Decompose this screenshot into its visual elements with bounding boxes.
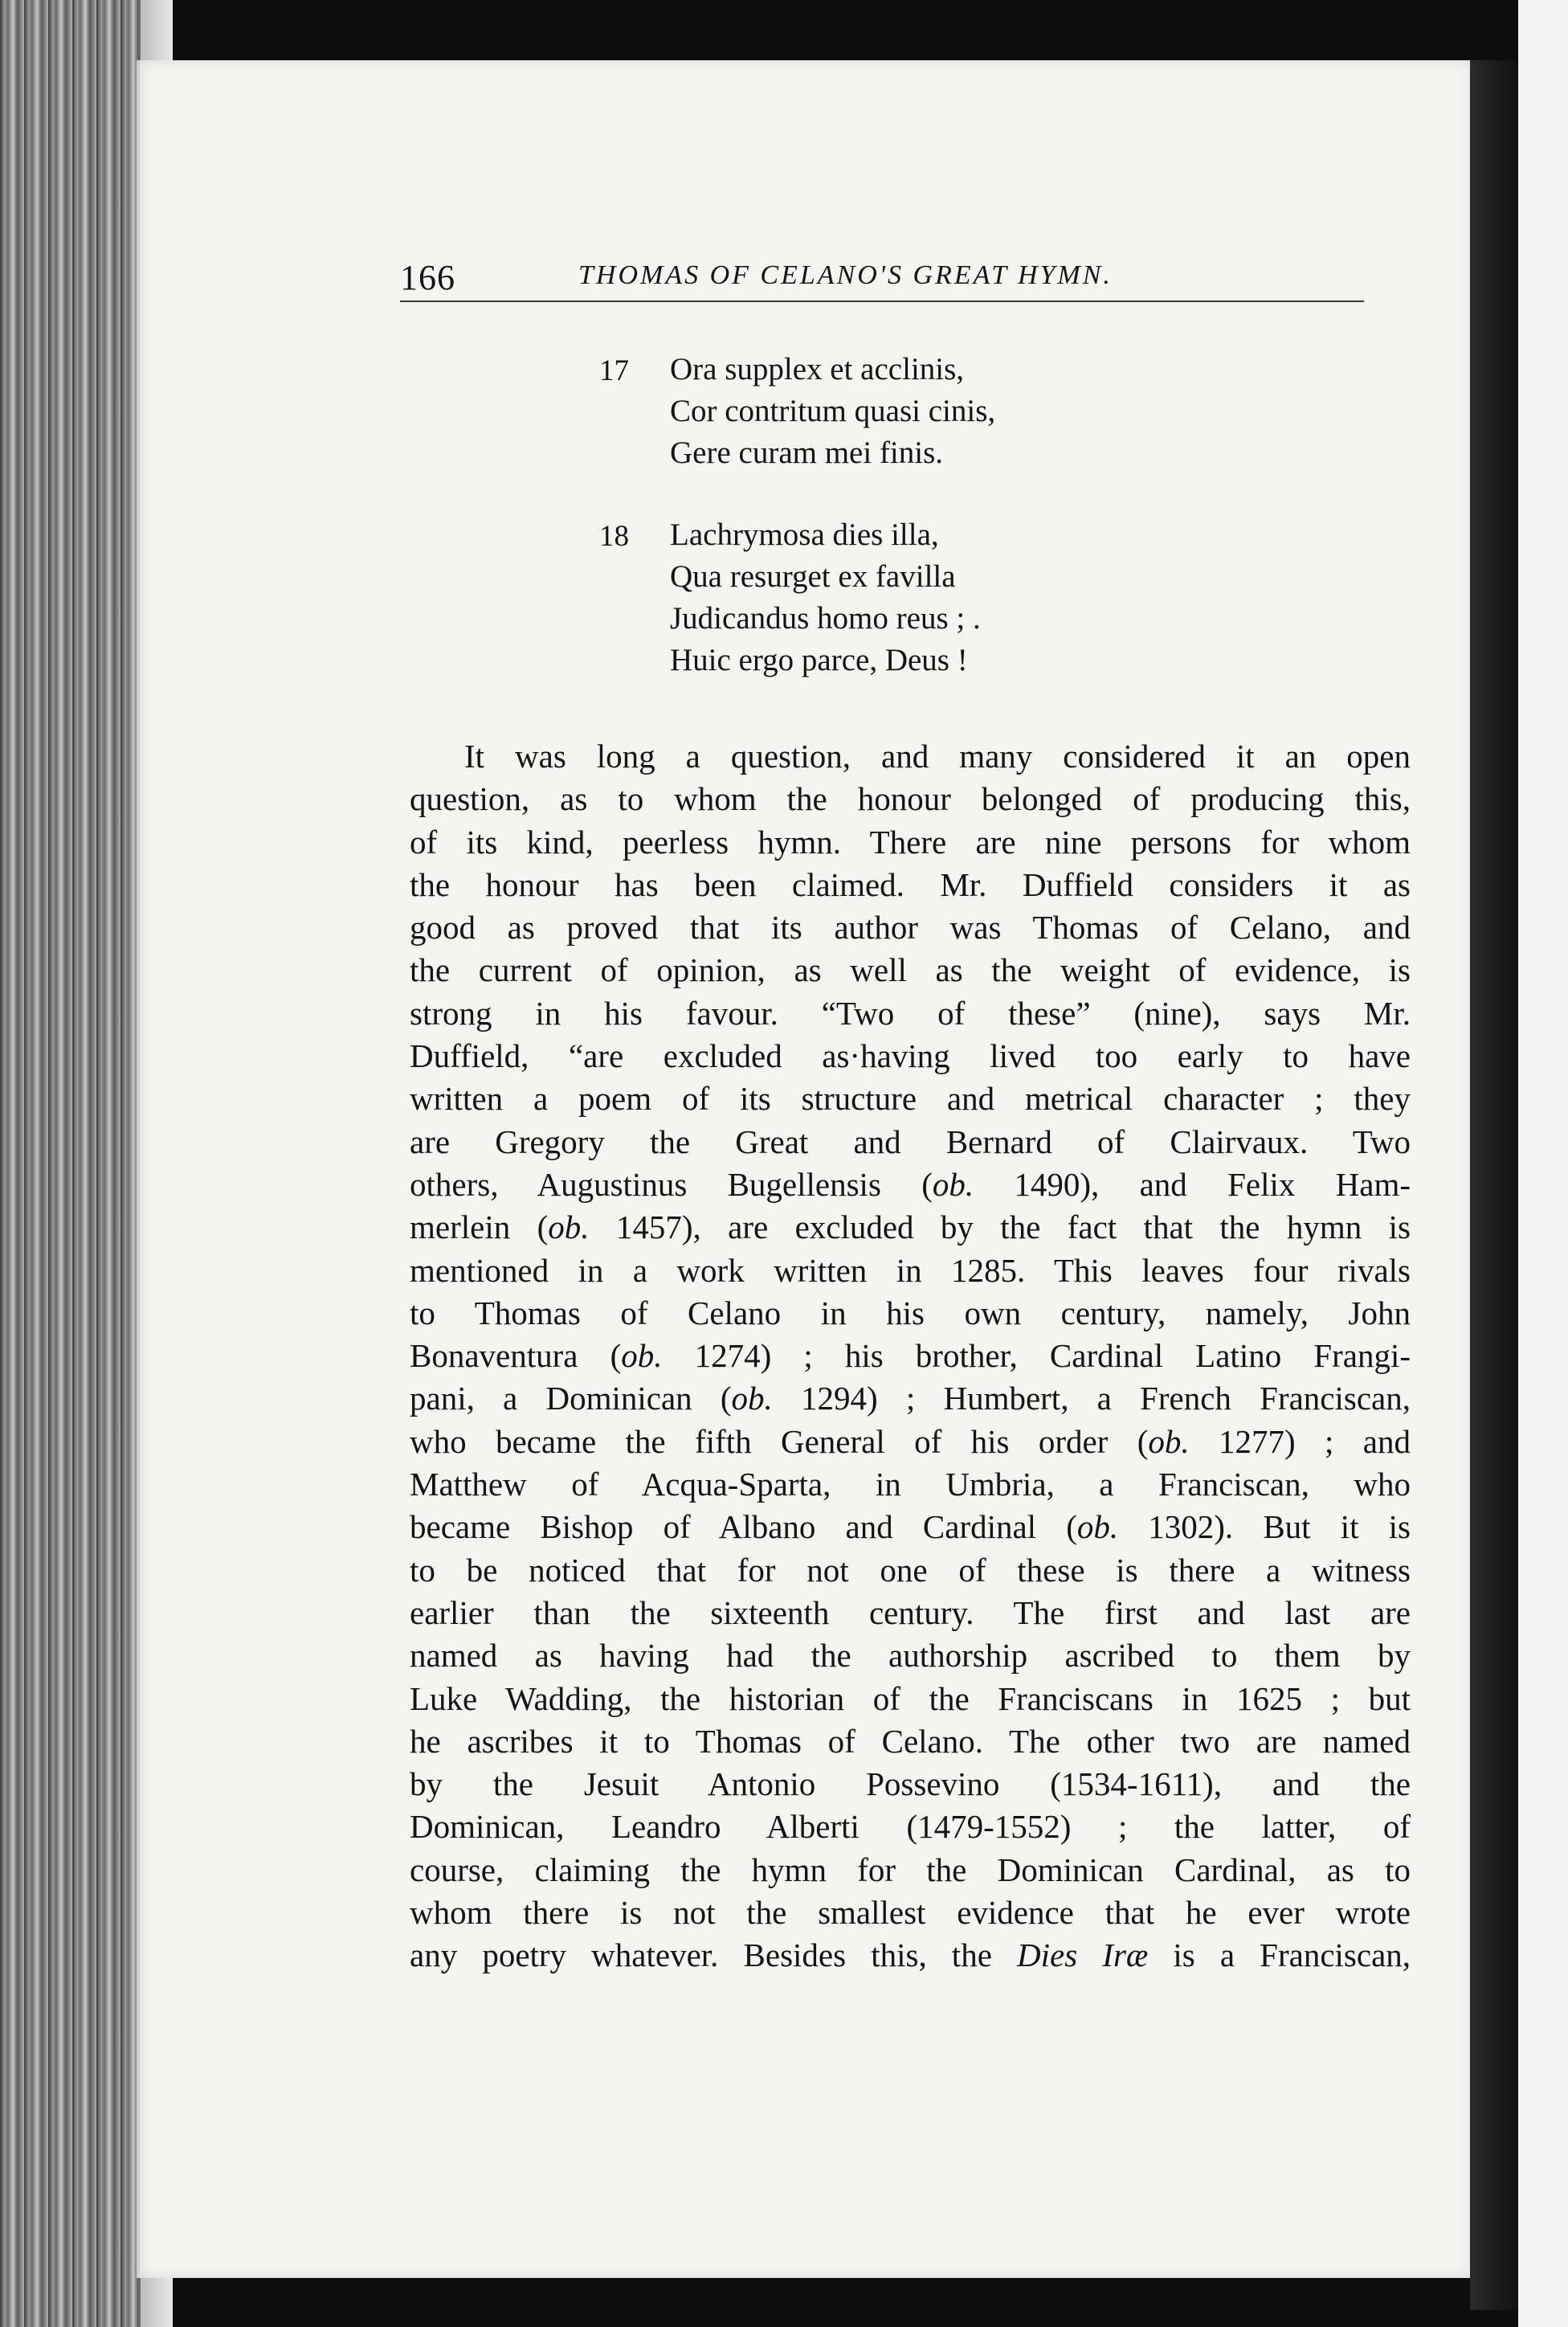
- stanza-number: 18: [599, 520, 629, 553]
- header-rule: [400, 301, 1364, 302]
- paragraph-line: he ascribes it to Thomas of Celano. The other two are named: [410, 1722, 1411, 1760]
- paragraph-line: of its kind, peerless hymn. There are nine persons for whom: [410, 823, 1411, 861]
- paragraph-line: named as having had the authorship ascribed to them by: [410, 1637, 1411, 1675]
- stanza-lines: [670, 514, 981, 681]
- paragraph-line: pani, a Dominican (ob. 1294) ; Humbert, a French Franciscan,: [410, 1380, 1411, 1417]
- paragraph-line: strong in his favour. “Two of these” (nine), says Mr.: [410, 994, 1411, 1032]
- stanza-line: Huic ergo parce, Deus !: [670, 643, 968, 677]
- paragraph-line: who became the fifth General of his order (ob. 1277) ; and: [410, 1422, 1411, 1460]
- paragraph-line: mentioned in a work written in 1285. This leaves four rivals: [410, 1251, 1411, 1289]
- stanza-line: Judicandus homo reus ; .: [670, 601, 981, 636]
- paragraph-line: Bonaventura (ob. 1274) ; his brother, Cardinal Latino Frangi-: [410, 1337, 1411, 1375]
- paragraph-line: course, claiming the hymn for the Dominican Cardinal, as to: [410, 1851, 1411, 1888]
- paragraph-line: whom there is not the smallest evidence that he ever wrote: [410, 1894, 1411, 1932]
- paragraph-line: the current of opinion, as well as the weight of evidence, is: [410, 951, 1411, 989]
- running-title: THOMAS OF CELANO'S GREAT HYMN.: [578, 260, 1113, 290]
- paragraph-line: to Thomas of Celano in his own century, namely, John: [410, 1294, 1411, 1331]
- paragraph-line: It was long a question, and many considered it an open: [464, 738, 1411, 775]
- paragraph-line: question, as to whom the honour belonged of producing this,: [410, 780, 1411, 818]
- book-spine-shadow-right: [1470, 60, 1518, 2310]
- paragraph-line: merlein (ob. 1457), are excluded by the fact that the hymn is: [410, 1208, 1411, 1246]
- paragraph-line: Duffield, “are excluded as·having lived too early to have: [410, 1037, 1411, 1075]
- stanza-line: Ora supplex et acclinis,: [670, 352, 965, 386]
- paragraph-line: became Bishop of Albano and Cardinal (ob. 1302). But it is: [410, 1508, 1411, 1546]
- stanza-lines: [670, 349, 995, 474]
- paragraph-line: Matthew of Acqua-Sparta, in Umbria, a Franciscan, who: [410, 1466, 1411, 1503]
- stanza-line: Cor contritum quasi cinis,: [670, 394, 996, 428]
- facing-page-edge: [1518, 0, 1568, 2327]
- paragraph-line: Luke Wadding, the historian of the Franciscans in 1625 ; but: [410, 1679, 1411, 1717]
- page-header: [400, 257, 1364, 305]
- paragraph-line: earlier than the sixteenth century. The first and last are: [410, 1593, 1411, 1631]
- page-number: 166: [400, 258, 455, 297]
- body-paragraph: [410, 735, 1411, 1977]
- paragraph-line: to be noticed that for not one of these is there a witness: [410, 1551, 1411, 1589]
- paragraph-line: the honour has been claimed. Mr. Duffield considers it as: [410, 865, 1411, 903]
- stanza-line: Qua resurget ex favilla: [670, 559, 956, 594]
- paragraph-line: are Gregory the Great and Bernard of Clairvaux. Two: [410, 1123, 1411, 1160]
- paragraph-line: good as proved that its author was Thomas of Celano, and: [410, 909, 1411, 947]
- paragraph-line: Dominican, Leandro Alberti (1479-1552) ; the latter, of: [410, 1808, 1411, 1846]
- paragraph-line: any poetry whatever. Besides this, the Dies Iræ is a Franciscan,: [410, 1936, 1411, 1974]
- paragraph-line: written a poem of its structure and metrical character ; they: [410, 1080, 1411, 1118]
- stanza-number: 17: [599, 354, 629, 387]
- stanza-line: Lachrymosa dies illa,: [670, 517, 939, 552]
- paragraph-line: by the Jesuit Antonio Possevino (1534-1611), and the: [410, 1765, 1411, 1803]
- paragraph-line: others, Augustinus Bugellensis (ob. 1490), and Felix Ham-: [410, 1165, 1411, 1203]
- scan-background-top: [0, 0, 1568, 60]
- stanza-line: Gere curam mei finis.: [670, 436, 944, 470]
